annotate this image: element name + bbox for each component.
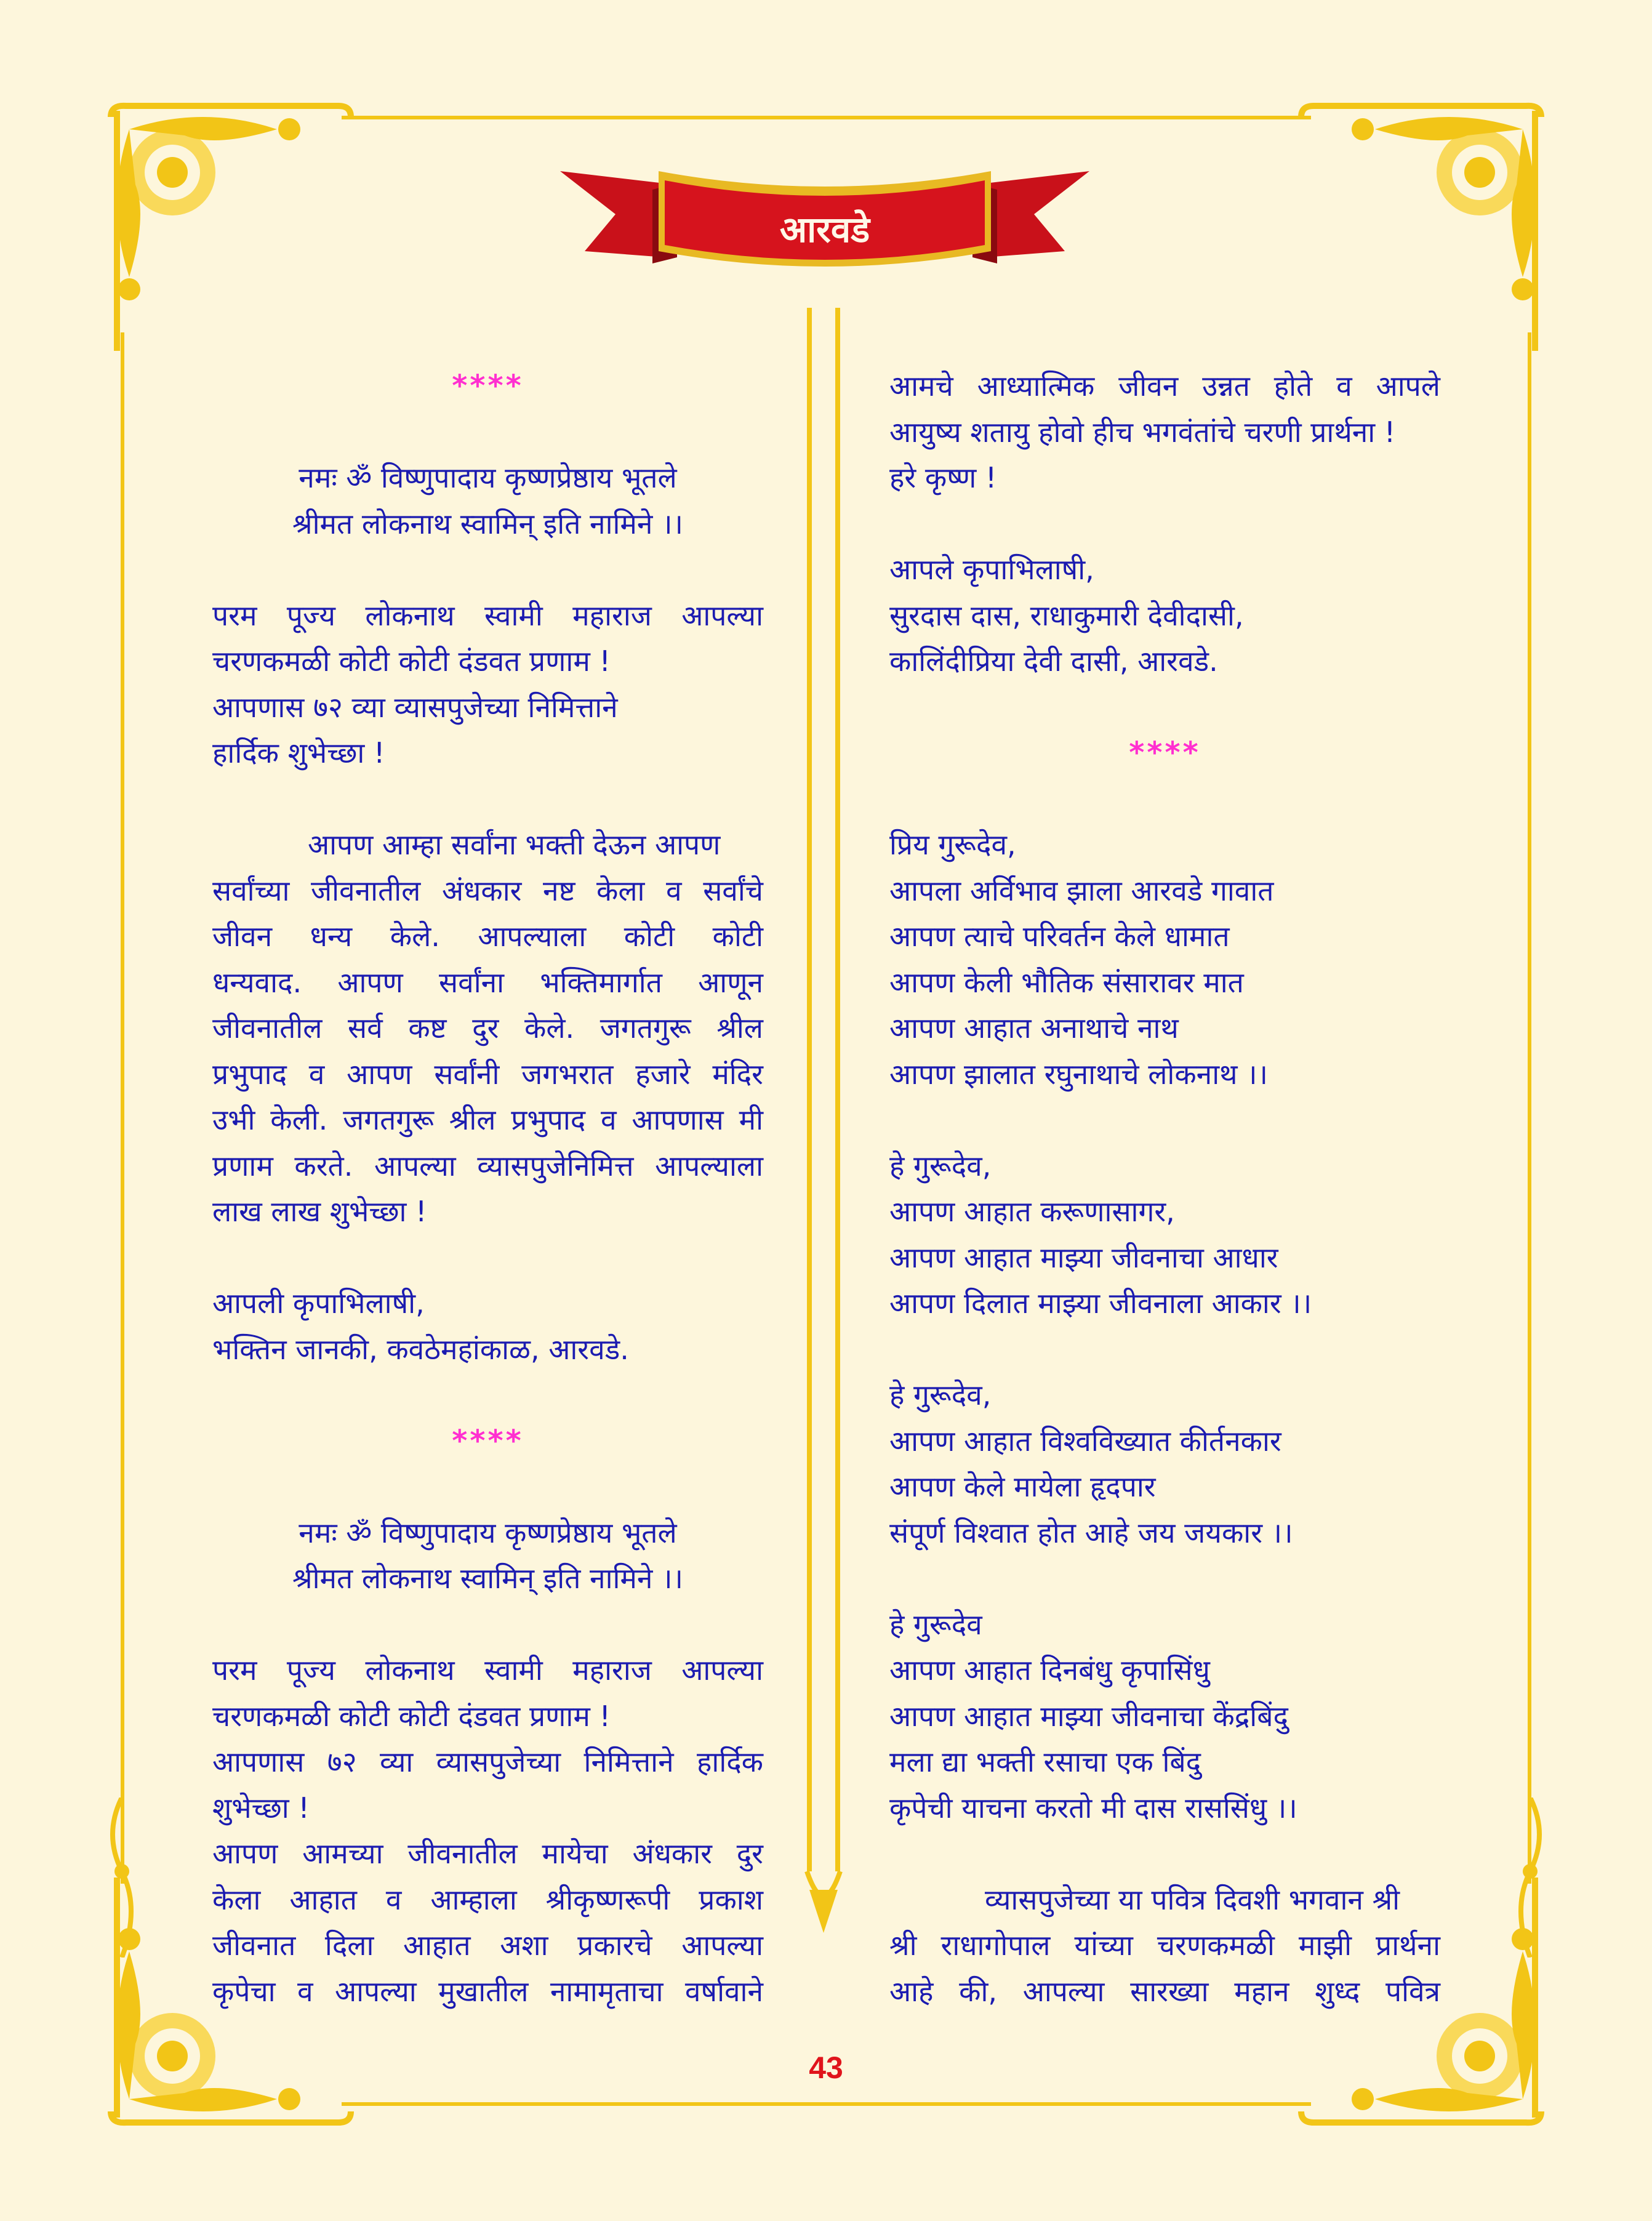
poem-line: संपूर्ण विश्वात होत आहे जय जयकार ।। [889,1516,1293,1549]
stars-separator: **** [452,1423,524,1458]
paragraph-line: आहे की, आपल्या सारख्या महान शुध्द पवित्र [889,1974,1440,2008]
paragraph-line: सर्वांच्या जीवनातील अंधकार नष्ट केला व सर्वांचे [212,874,763,907]
paragraph-line: आमचे आध्यात्मिक जीवन उन्नत होते व आपले [889,369,1440,403]
stars-separator: **** [1129,736,1201,770]
page-number: 43 [809,2050,843,2085]
paragraph-line: धन्यवाद. आपण सर्वांना भक्तिमार्गात आणून [212,965,763,999]
paragraph-line: श्री राधागोपाल यांच्या चरणकमळी माझी प्रार्थना [889,1929,1440,1962]
signature-line: आपले कृपाभिलाषी, [889,553,1094,586]
paragraph-line: व्यासपुजेच्या या पवित्र दिवशी भगवान श्री [985,1882,1400,1916]
corner-ornament-top-right [1295,92,1560,357]
border-left-line [121,332,124,1884]
border-bottom-line [342,2102,1311,2106]
paragraph-line: चरणकमळी कोटी कोटी दंडवत प्रणाम ! [212,645,611,678]
poem-line: कृपेची याचना करतो मी दास राससिंधु ।। [889,1791,1297,1825]
right-column [889,363,1440,2014]
paragraph-line: चरणकमळी कोटी कोटी दंडवत प्रणाम ! [212,1699,611,1733]
corner-ornament-top-left [92,92,357,357]
paragraph-line: कृपेचा व आपल्या मुखातील नामामृताचा वर्षावाने [212,1974,763,2008]
paragraph-line: प्रभुपाद व आपण सर्वांनी जगभरात हजारे मंदिर [212,1057,763,1091]
paragraph-line: आपण आमच्या जीवनातील मायेचा अंधकार दुर [212,1837,763,1870]
paragraph-line: उभी केली. जगतगुरू श्रील प्रभुपाद व आपणास मी [212,1103,763,1136]
poem-line: हे गुरूदेव, [889,1378,992,1412]
poem-line: आपण आहात माझ्या जीवनाचा केंद्रबिंदु [889,1699,1288,1733]
poem-line: हे गुरूदेव [889,1607,982,1641]
paragraph-line: आपण आम्हा सर्वांना भक्ती देऊन आपण [308,828,721,861]
paragraph-line: केला आहात व आम्हाला श्रीकृष्णरूपी प्रकाश [212,1882,763,1916]
poem-line: आपण आहात माझ्या जीवनाचा आधार [889,1240,1278,1274]
poem-line: मला द्या भक्ती रसाचा एक बिंदु [889,1745,1201,1778]
paragraph-line: आपणास ७२ व्या व्यासपुजेच्या निमित्ताने हार्दिक [212,1745,763,1778]
poem-line: आपण आहात करूणासागर, [889,1195,1175,1228]
paragraph-line: आयुष्य शतायु होवो हीच भगवंतांचे चरणी प्रार्थना ! [889,415,1396,449]
stars-separator: **** [452,369,524,403]
mantra-line: श्रीमत लोकनाथ स्वामिन् इति नामिने ।। [292,1562,683,1595]
poem-line: आपण त्याचे परिवर्तन केले धामात [889,920,1230,953]
paragraph-line: प्रणाम करते. आपल्या व्यासपुजेनिमित्त आपल्याला [212,1149,763,1183]
paragraph-line: हार्दिक शुभेच्छा ! [212,736,385,769]
poem-line: आपण केली भौतिक संसारावर मात [889,965,1244,999]
side-ornament-right [1512,1797,1549,1958]
paragraph-line: जीवनात दिला आहात अशा प्रकारचे आपल्या [212,1929,763,1962]
paragraph-line: परम पूज्य लोकनाथ स्वामी महाराज आपल्या [212,598,763,632]
poem-line: आपण आहात विश्वविख्यात कीर्तनकार [889,1424,1281,1458]
mantra-line: नमः ॐ विष्णुपादाय कृष्णप्रेष्ठाय भूतले [299,461,677,494]
paragraph-line: शुभेच्छा ! [212,1791,310,1825]
poem-line: आपण आहात दिनबंधु कृपासिंधु [889,1653,1210,1687]
paragraph-line: आपणास ७२ व्या व्यासपुजेच्या निमित्ताने [212,690,618,724]
signature-line: भक्तिन जानकी, कवठेमहांकाळ, आरवडे. [212,1332,629,1366]
poem-line: प्रिय गुरूदेव, [889,828,1016,861]
left-column [212,363,763,2014]
paragraph-line: जीवनातील सर्व कष्ट दुर केले. जगतगुरू श्रील [212,1011,763,1045]
poem-line: हे गुरूदेव, [889,1149,992,1183]
poem-line: आपण झालात रघुनाथाचे लोकनाथ ।। [889,1057,1268,1091]
paragraph-line: हरे कृष्ण ! [889,461,997,494]
mantra-line: श्रीमत लोकनाथ स्वामिन् इति नामिने ।। [292,507,683,540]
poem-line: आपण दिलात माझ्या जीवनाला आकार ।। [889,1287,1312,1320]
poem-line: आपला अर्विभाव झाला आरवडे गावात [889,874,1274,907]
paragraph-line: लाख लाख शुभेच्छा ! [212,1195,427,1228]
page-title: आरवडे [779,208,870,251]
signature-line: सुरदास दास, राधाकुमारी देवीदासी, [889,598,1244,632]
paragraph-line: जीवन धन्य केले. आपल्याला कोटी कोटी [212,920,763,953]
signature-line: कालिंदीप्रिया देवी दासी, आरवडे. [889,645,1218,678]
border-top-line [342,116,1311,119]
side-ornament-left [103,1797,140,1958]
border-right-line [1528,332,1531,1884]
column-divider [802,308,845,1933]
paragraph-line: परम पूज्य लोकनाथ स्वामी महाराज आपल्या [212,1653,763,1687]
poem-line: आपण केले मायेला हृदपार [889,1470,1156,1503]
signature-line: आपली कृपाभिलाषी, [212,1287,425,1320]
mantra-line: नमः ॐ विष्णुपादाय कृष्णप्रेष्ठाय भूतले [299,1516,677,1549]
poem-line: आपण आहात अनाथाचे नाथ [889,1011,1179,1045]
